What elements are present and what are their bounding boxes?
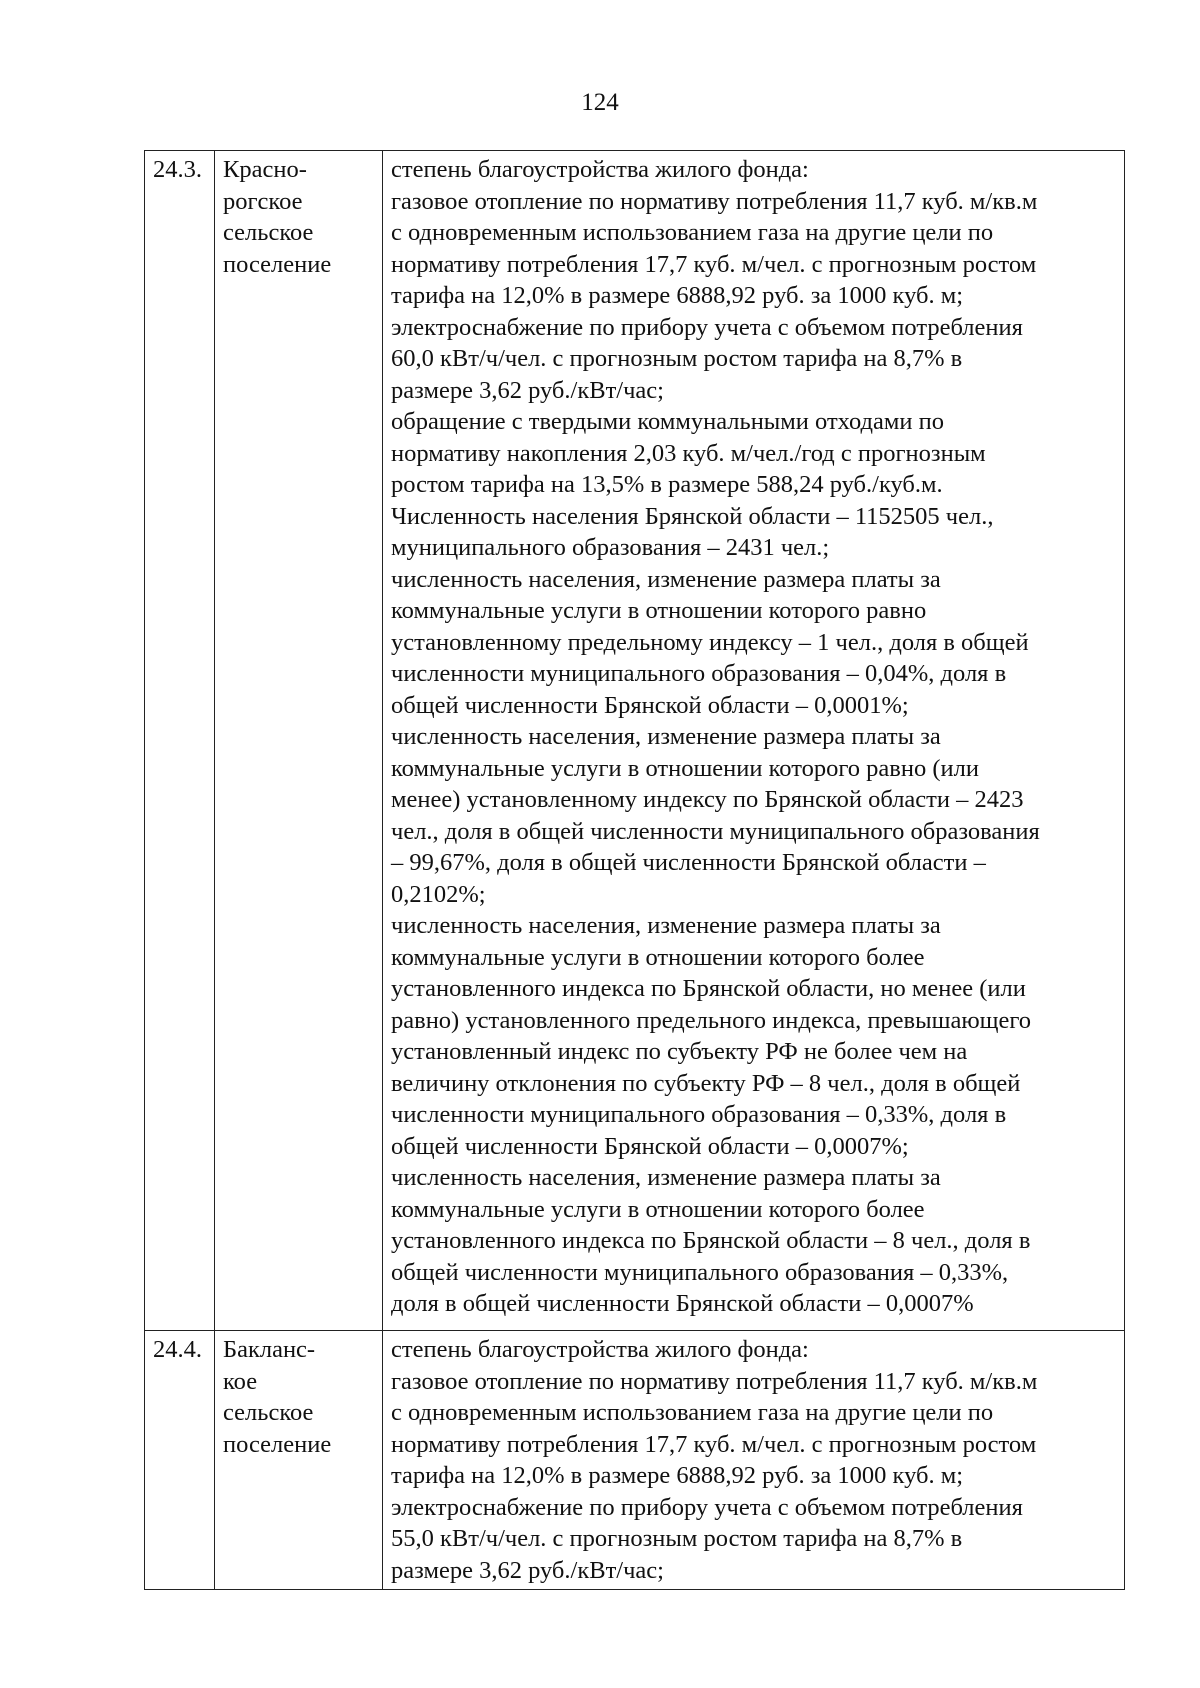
settlement-description-cell: степень благоустройства жилого фонда: газовое отопление по нормативу потребления 11,7 куб. м/кв.м с одновременным использованием газа на другие цели по нормативу потребления 17,7 куб. м/чел. с прогнозным ростом тарифа на 12,0% в размере 6888,92 руб. за 1000 куб. м; электроснабжение по прибору учета с объемом потребления 55,0 кВт/ч/чел. с прогнозным ростом тарифа на 8,7% в размере 3,62 руб./кВт/час;	[383, 1331, 1125, 1590]
settlements-table	[144, 150, 1125, 1590]
row-number-cell: 24.3.	[145, 151, 215, 1331]
settlement-description-cell: степень благоустройства жилого фонда: газовое отопление по нормативу потребления 11,7 куб. м/кв.м с одновременным использованием газа на другие цели по нормативу потребления 17,7 куб. м/чел. с прогнозным ростом тарифа на 12,0% в размере 6888,92 руб. за 1000 куб. м; электроснабжение по прибору учета с объемом потребления 60,0 кВт/ч/чел. с прогнозным ростом тарифа на 8,7% в размере 3,62 руб./кВт/час; обращение с твердыми коммунальными отходами по нормативу накопления 2,03 куб. м/чел./год с прогнозным ростом тарифа на 13,5% в размере 588,24 руб./куб.м. Численность населения Брянской области – 1152505 чел., муниципального образования – 2431 чел.; численность населения, изменение размера платы за коммунальные услуги в отношении которого равно установленному предельному индексу – 1 чел., доля в общей численности муниципального образования – 0,04%, доля в общей численности Брянской области – 0,0001%; численность населения, изменение размера платы за коммунальные услуги в отношении которого равно (или менее) установленному индексу по Брянской области – 2423 чел., доля в общей численности муниципального образования – 99,67%, доля в общей численности Брянской области – 0,2102%; численность населения, изменение размера платы за коммунальные услуги в отношении которого более установленного индекса по Брянской области, но менее (или равно) установленного предельного индекса, превышающего установленный индекс по субъекту РФ не более чем на величину отклонения по субъекту РФ – 8 чел., доля в общей численности муниципального образования – 0,33%, доля в общей численности Брянской области – 0,0007%; численность населения, изменение размера платы за коммунальные услуги в отношении которого более установленного индекса по Брянской области – 8 чел., доля в общей численности муниципального образования – 0,33%, доля в общей численности Брянской области – 0,0007%	[383, 151, 1125, 1331]
settlement-name: Бакланс- кое сельское поселение	[223, 1336, 332, 1458]
row-number-cell: 24.4.	[145, 1331, 215, 1590]
table-row-24-4	[145, 1331, 1125, 1590]
settlement-name-cell	[215, 151, 383, 1331]
settlement-name: Красно- рогское сельское поселение	[223, 156, 332, 278]
page-number: 124	[581, 89, 619, 116]
settlement-name-cell	[215, 1331, 383, 1590]
table-row-24-3	[145, 151, 1125, 1331]
